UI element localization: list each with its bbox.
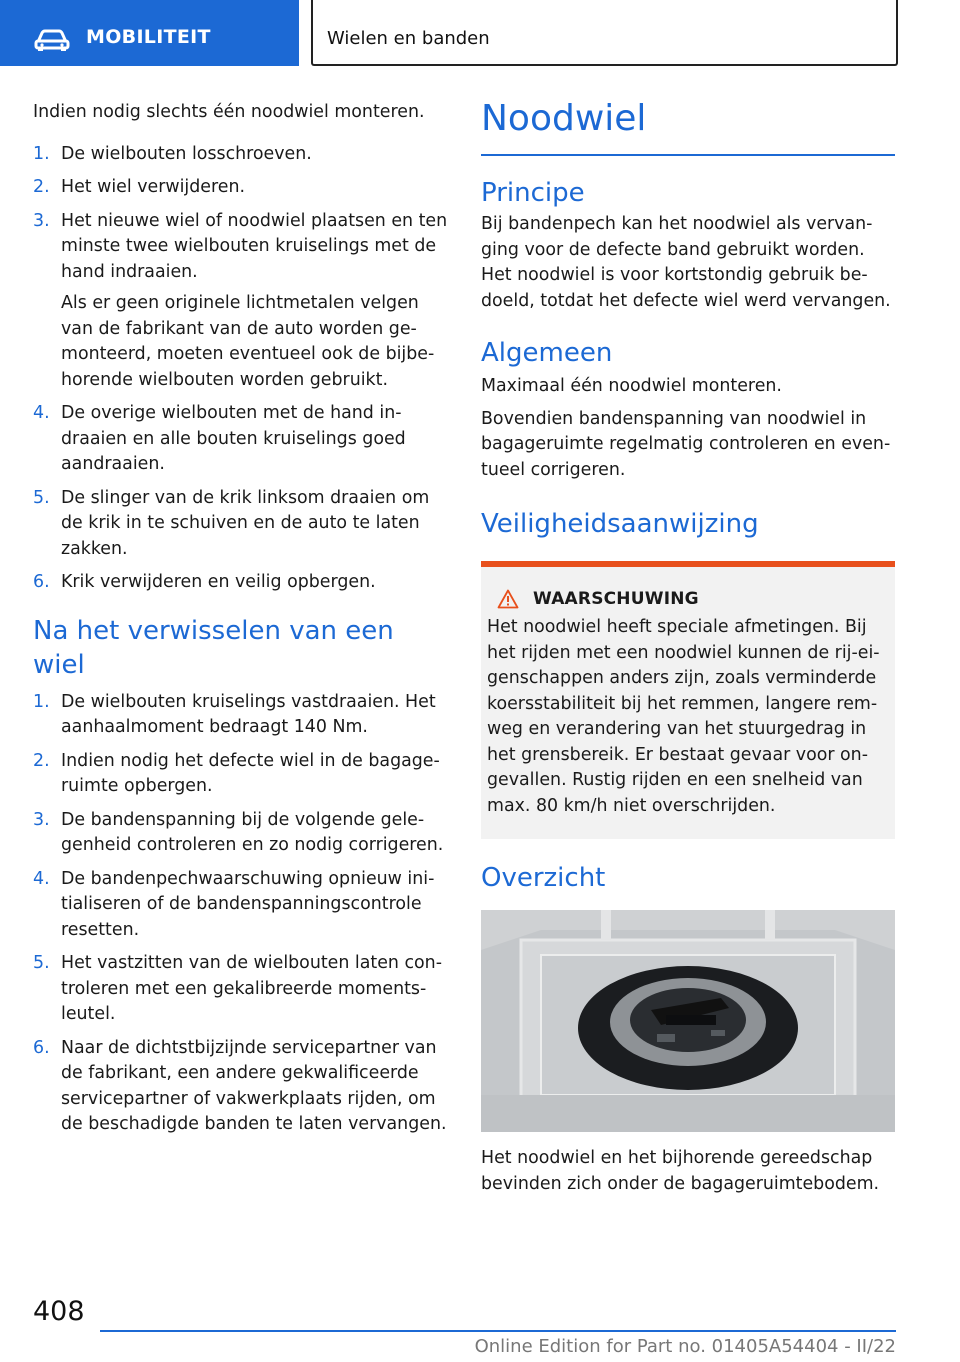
section-heading-overzicht: Overzicht <box>481 863 606 893</box>
step-note: Als er geen originele lichtmetalen velgen van de fabrikant van de auto worden gemonteerd, moeten eventueel ook de bijbehorende wielbouten worden gebruikt. <box>61 293 435 390</box>
list-item <box>33 175 448 201</box>
after-change-list <box>33 690 448 1138</box>
step-number: 1. <box>33 691 50 712</box>
intro-text: Indien nodig slechts één noodwiel monteren. <box>33 102 425 122</box>
page-title: Noodwiel <box>481 98 647 139</box>
step-number: 1. <box>33 143 50 164</box>
chapter-tab <box>311 0 898 66</box>
list-item <box>33 867 448 944</box>
list-item <box>33 690 448 741</box>
procedure-list <box>33 142 448 596</box>
step-text: De wielbouten losschroeven. <box>61 143 312 164</box>
step-text: Het nieuwe wiel of noodwiel plaatsen en ten minste twee wielbouten kruiselings met de hand indraaien. <box>61 210 448 282</box>
step-text: De bandenspanning bij de volgende gelegenheid controleren en zo nodig corrigeren. <box>61 809 444 855</box>
warning-text: Het noodwiel heeft speciale afmetingen. Bij het rijden met een noodwiel kunnen de rij-eigenschappen anders zijn, zoals verminderde koersstabiliteit bij het remmen, langere remweg en verandering van het stuurgedrag in het grensbereik. Er bestaat gevaar voor ongevallen. Rustig rijden en een snelheid van max. 80 km/h niet overschrijden. <box>487 617 880 816</box>
section-heading-principe: Principe <box>481 178 585 208</box>
step-text: Het vastzitten van de wielbouten laten controleren met een gekalibreerde momentsleutel. <box>61 953 442 1024</box>
step-text: De overige wielbouten met de hand indraaien en alle bouten kruiselings goed aandraaien. <box>61 403 406 474</box>
step-text: De bandenpechwaarschuwing opnieuw initialiseren of de bandenspanningscontrole resetten. <box>61 868 435 940</box>
step-number: 5. <box>33 487 50 508</box>
chapter-label: Wielen en banden <box>327 28 490 49</box>
list-item <box>33 808 448 859</box>
section-tab <box>0 0 299 66</box>
list-item <box>33 142 448 168</box>
footer-divider <box>100 1330 896 1332</box>
list-item <box>33 486 448 563</box>
list-item <box>33 951 448 1028</box>
section-label: MOBILITEIT <box>86 26 211 48</box>
algemeen-text-1: Maximaal één noodwiel monteren. <box>481 376 782 396</box>
spare-wheel-photo <box>481 910 895 1132</box>
section-heading-veiligheid: Veiligheidsaanwijzing <box>481 509 759 539</box>
title-divider <box>481 154 895 156</box>
list-item <box>33 1036 448 1138</box>
list-item <box>33 209 448 394</box>
step-number: 6. <box>33 1037 50 1058</box>
list-item <box>33 749 448 800</box>
step-text: Krik verwijderen en veilig opbergen. <box>61 572 376 592</box>
warning-box <box>481 561 895 839</box>
page-number: 408 <box>33 1296 85 1327</box>
warning-triangle-icon <box>497 589 519 609</box>
edition-label: Online Edition for Part no. 01405A54404 - II/22 <box>474 1336 896 1357</box>
step-number: 5. <box>33 953 50 973</box>
step-text: De wielbouten kruiselings vastdraaien. Het aanhaalmoment bedraagt 140 Nm. <box>61 691 436 737</box>
step-number: 3. <box>33 809 50 830</box>
step-number: 4. <box>33 868 50 889</box>
warning-header <box>487 589 887 609</box>
section-heading-algemeen: Algemeen <box>481 338 613 368</box>
step-number: 3. <box>33 210 50 231</box>
list-item <box>33 401 448 478</box>
section-heading: Na het verwisselen van een wiel <box>33 615 394 680</box>
left-column <box>33 100 448 1138</box>
step-text: Naar de dichtstbijzijnde servicepartner van de fabrikant, een andere gekwalificeerde servicepartner of vakwerkplaats rijden, om de beschadigde banden te laten vervangen. <box>61 1037 447 1134</box>
right-column <box>481 96 895 1197</box>
step-number: 4. <box>33 403 50 423</box>
list-item <box>33 570 448 596</box>
algemeen-text-2: Bovendien bandenspanning van noodwiel in bagageruimte regelmatig controleren en eventueel corrigeren. <box>481 408 891 480</box>
warning-title: WAARSCHUWING <box>533 589 699 609</box>
step-text: De slinger van de krik linksom draaien om de krik in te schuiven en de auto te laten zakken. <box>61 487 430 559</box>
car-icon <box>34 28 70 52</box>
step-text: Het wiel verwijderen. <box>61 177 246 197</box>
step-text: Indien nodig het defecte wiel in de bagageruimte opbergen. <box>61 750 440 796</box>
principe-text: Bij bandenpech kan het noodwiel als vervanging voor de defecte band gebruikt worden. Het noodwiel is voor kortstondig gebruik bedoeld, totdat het defecte wiel werd vervangen. <box>481 214 891 311</box>
step-number: 6. <box>33 572 50 592</box>
photo-caption: Het noodwiel en het bijhorende gereedschap bevinden zich onder de bagageruimtebodem. <box>481 1148 880 1194</box>
step-number: 2. <box>33 177 50 197</box>
step-number: 2. <box>33 750 50 771</box>
